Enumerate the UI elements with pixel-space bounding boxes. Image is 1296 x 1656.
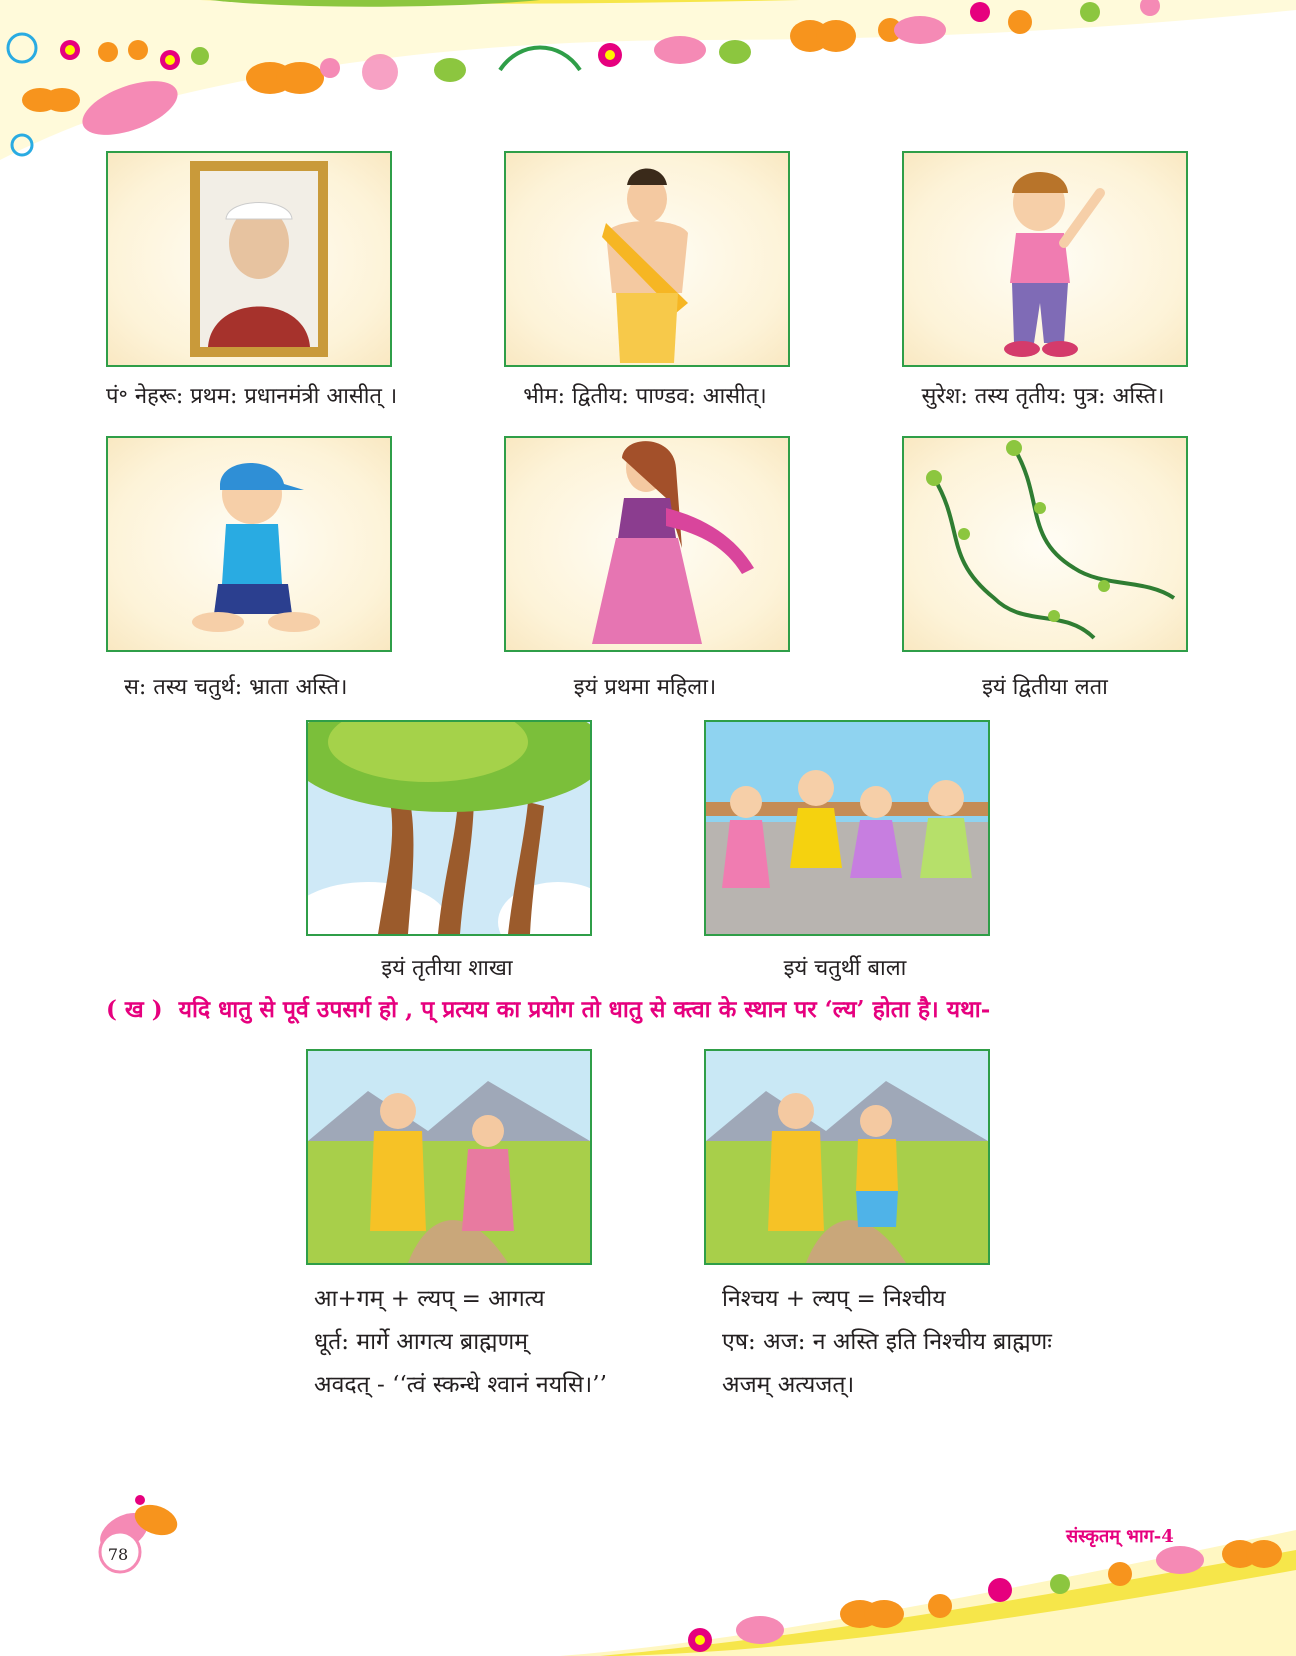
bheem-image bbox=[504, 151, 790, 367]
example-right-line1: निश्चय + ल्यप् = निश्चीय bbox=[722, 1286, 946, 1312]
rule-text: यदि धातु से पूर्व उपसर्ग हो , प् प्रत्यय का प्रयोग तो धातु से क्त्वा के स्थान पर ‘ल्य’ होता है। यथा- bbox=[178, 996, 991, 1023]
tree-branches-image bbox=[306, 720, 592, 936]
rule-label: ( ख ) bbox=[106, 996, 163, 1023]
example-right-line2: एष: अज: न अस्ति इति निश्चीय ब्राह्मणः bbox=[722, 1329, 1052, 1355]
butterfly-icon bbox=[22, 88, 80, 112]
woman-saree-image bbox=[504, 436, 790, 652]
bottom-floral-border bbox=[560, 1530, 1296, 1656]
caption-third-branch: इयं तृतीया शाखा bbox=[381, 956, 513, 981]
story-brahmin-rogue-image bbox=[306, 1049, 592, 1265]
caption-fourth-girl: इयं चतुर्थी बाला bbox=[783, 956, 907, 981]
rule-heading bbox=[106, 992, 990, 1024]
four-girls-image bbox=[704, 720, 990, 936]
story-brahmin-boy-image bbox=[704, 1049, 990, 1265]
example-left bbox=[314, 1278, 607, 1407]
caption-suresh: सुरेश: तस्य तृतीय: पुत्र: अस्ति। bbox=[921, 384, 1165, 409]
caption-nehru: पं॰ नेहरू: प्रथम: प्रधानमंत्री आसीत् । bbox=[106, 384, 398, 409]
caption-first-woman: इयं प्रथमा महिला। bbox=[573, 675, 717, 700]
book-title: संस्कृतम् भाग-4 bbox=[1066, 1526, 1174, 1547]
nehru-portrait-image bbox=[106, 151, 392, 367]
example-left-line3: अवदत् - ‘‘त्वं स्कन्धे श्वानं नयसि।’’ bbox=[314, 1372, 607, 1398]
example-right-line3: अजम् अत्यजत्। bbox=[722, 1372, 855, 1398]
boy-waving-image bbox=[902, 151, 1188, 367]
page-number: 78 bbox=[107, 1545, 129, 1564]
boy-sitting-image bbox=[106, 436, 392, 652]
example-right bbox=[722, 1278, 1052, 1407]
example-left-line1: आ+गम् + ल्यप् = आगत्य bbox=[314, 1286, 545, 1312]
creeper-vine-image bbox=[902, 436, 1188, 652]
example-left-line2: धूर्त: मार्गे आगत्य ब्राह्मणम् bbox=[314, 1329, 528, 1355]
caption-second-creeper: इयं द्वितीया लता bbox=[982, 675, 1108, 700]
caption-bheem: भीम: द्वितीय: पाण्डव: आसीत्। bbox=[523, 384, 767, 409]
caption-brother: स: तस्य चतुर्थ: भ्राता अस्ति। bbox=[124, 675, 348, 700]
